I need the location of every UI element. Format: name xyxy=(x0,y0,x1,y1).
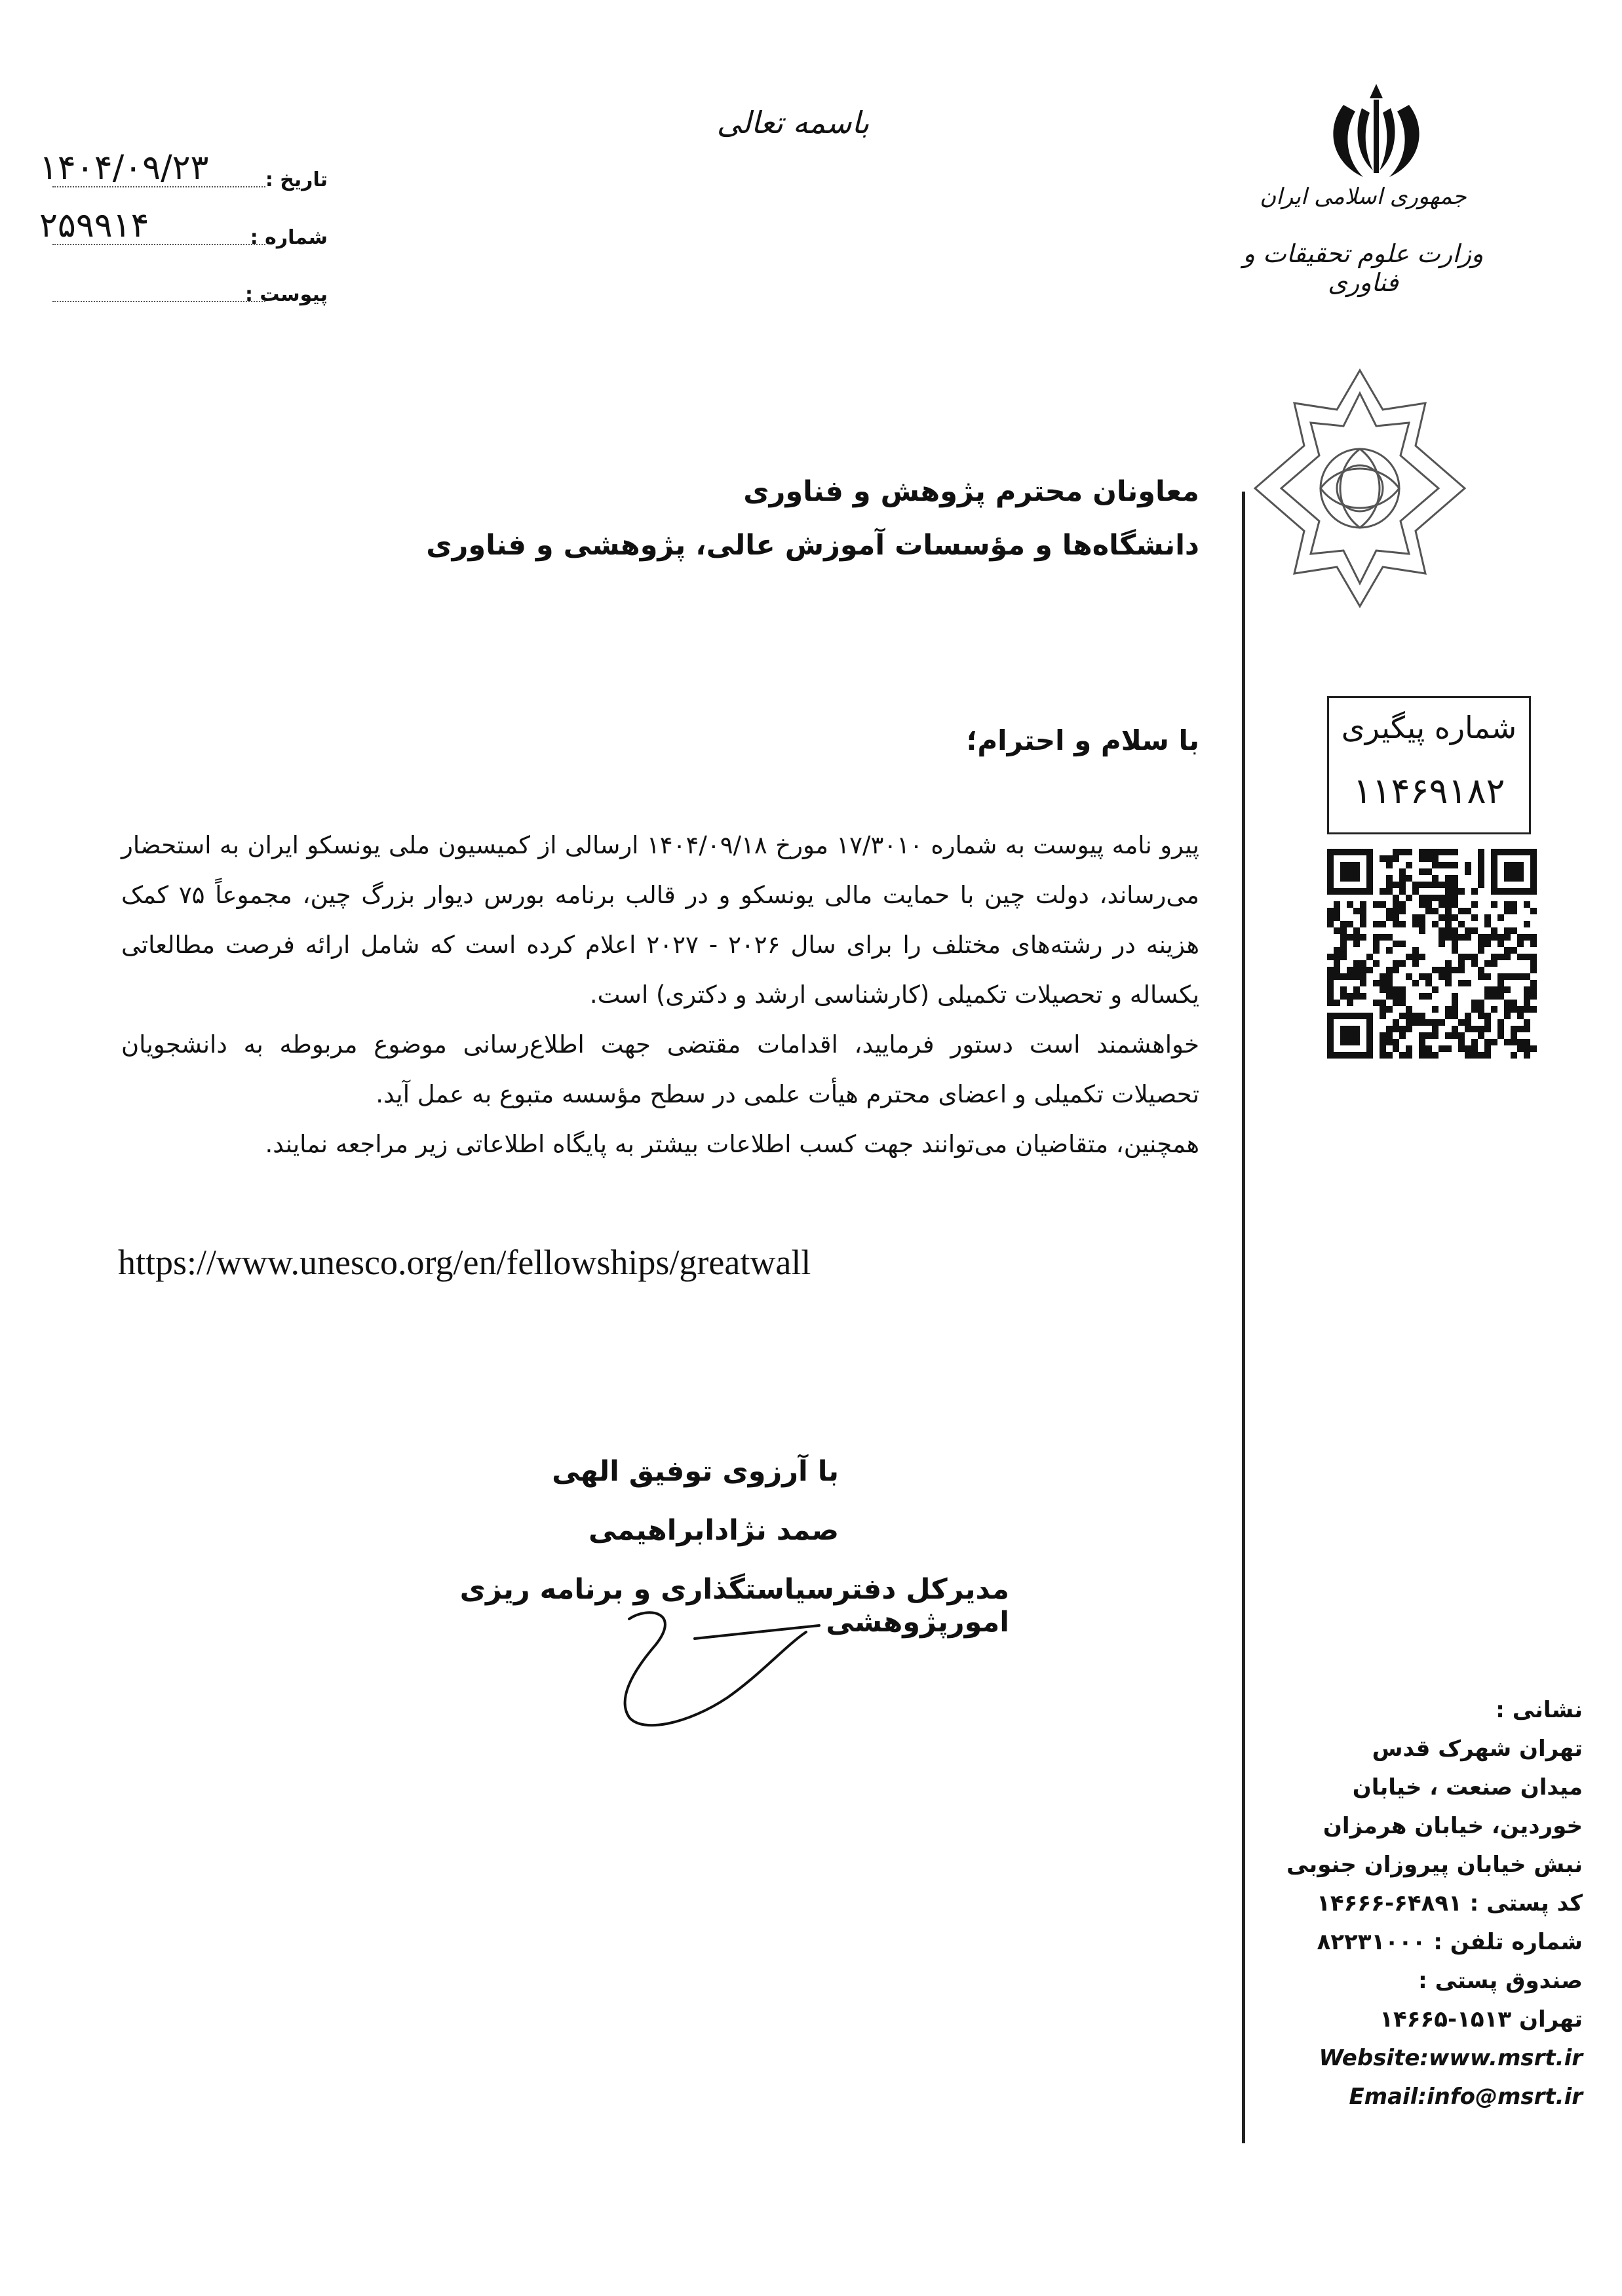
phone-number: شماره تلفن : ۸۲۲۳۱۰۰۰ xyxy=(1317,1929,1583,1955)
ministry-name-line: وزارت علوم تحقیقات و فناوری xyxy=(1243,239,1484,297)
handwritten-signature-icon xyxy=(590,1599,826,1737)
qr-code-icon xyxy=(1327,849,1537,1059)
recipient-line-1: معاونان محترم پژوهش و فناوری xyxy=(743,475,1199,508)
iran-emblem-icon xyxy=(1317,79,1435,184)
number-value: ۲۵۹۹۱۴ xyxy=(39,206,149,245)
ornament-icon xyxy=(1248,364,1471,613)
date-value: ۱۴۰۴/۰۹/۲۳ xyxy=(39,148,209,187)
address-line-1: تهران شهرک قدس xyxy=(1372,1736,1583,1762)
date-label: تاریخ : xyxy=(265,168,328,191)
number-row xyxy=(39,208,328,254)
invocation-heading: باسمه تعالی xyxy=(716,105,870,140)
address-heading: نشانی : xyxy=(1496,1697,1583,1723)
fellowship-url-link[interactable]: https://www.unesco.org/en/fellowships/greatwall xyxy=(118,1243,811,1282)
number-label: شماره : xyxy=(250,226,328,249)
margin-divider xyxy=(1242,492,1245,2143)
address-block xyxy=(1281,1691,1583,2116)
attachment-dotted-line xyxy=(52,301,265,302)
tracking-value: ۱۱۴۶۹۱۸۲ xyxy=(1353,770,1505,811)
body-paragraph-2: خواهشمند است دستور فرمایید، اقدامات مقتضی جهت اطلاع‌رسانی موضوع مربوطه به دانشجویان تحصیلات تکمیلی و اعضای محترم هیأت علمی در سطح مؤسسه متبوع به عمل آید. xyxy=(121,1030,1199,1108)
body-paragraph-3: همچنین، متقاضیان می‌توانند جهت کسب اطلاعات بیشتر به پایگاه اطلاعاتی زیر مراجعه نمایند. xyxy=(265,1130,1199,1158)
body-paragraph-1: پیرو نامه پیوست به شماره ۱۷/۳۰۱۰ مورخ ۱۴۰۴/۰۹/۱۸ ارسالی از کمیسیون ملی یونسکو ایران به استحضار می‌رساند، دولت چین با حمایت مالی یونسکو و در قالب برنامه بورس دیوار بزرگ چین، مجموعاً ۷۵ کمک هزینه در رشته‌های مختلف را برای سال ۲۰۲۶ - ۲۰۲۷ اعلام کرده است که شامل ارائه فرصت مطالعاتی یکساله و تحصیلات تکمیلی (کارشناسی ارشد و دکتری) است. xyxy=(121,831,1199,1009)
attachment-row xyxy=(39,265,328,311)
postal-code: کد پستی : ۶۴۸۹۱-۱۴۶۶۶ xyxy=(1317,1890,1583,1917)
attachment-label: پیوست : xyxy=(244,283,328,306)
recipient-line-2: دانشگاه‌ها و مؤسسات آموزش عالی، پژوهشی و فناوری xyxy=(426,529,1199,562)
website-link[interactable]: Website:www.msrt.ir xyxy=(1319,2045,1583,2071)
po-box: تهران ۱۵۱۳-۱۴۶۶۵ xyxy=(1380,2006,1583,2033)
letter-body xyxy=(121,821,1199,1169)
date-row xyxy=(39,148,328,197)
address-line-4: نبش خیابان پیروزان جنوبی xyxy=(1286,1852,1583,1878)
greeting: با سلام و احترام؛ xyxy=(966,724,1199,756)
ministry-country-line: جمهوری اسلامی ایران xyxy=(1260,184,1467,210)
closing-line: با آرزوی توفیق الهی xyxy=(552,1455,839,1488)
po-box-label: صندوق پستی : xyxy=(1418,1968,1583,1994)
tracking-number-box xyxy=(1327,696,1531,834)
email-link[interactable]: Email:info@msrt.ir xyxy=(1349,2084,1583,2110)
signer-name: صمد نژادابراهیمی xyxy=(589,1514,839,1547)
signer-title: مدیرکل دفترسیاستگذاری و برنامه ریزی امورپژوهشی xyxy=(459,1573,1009,1639)
tracking-label: شماره پیگیری xyxy=(1341,710,1517,745)
address-line-3: خوردین، خیابان هرمزان xyxy=(1323,1813,1583,1839)
address-line-2: میدان صنعت ، خیابان xyxy=(1352,1774,1583,1800)
